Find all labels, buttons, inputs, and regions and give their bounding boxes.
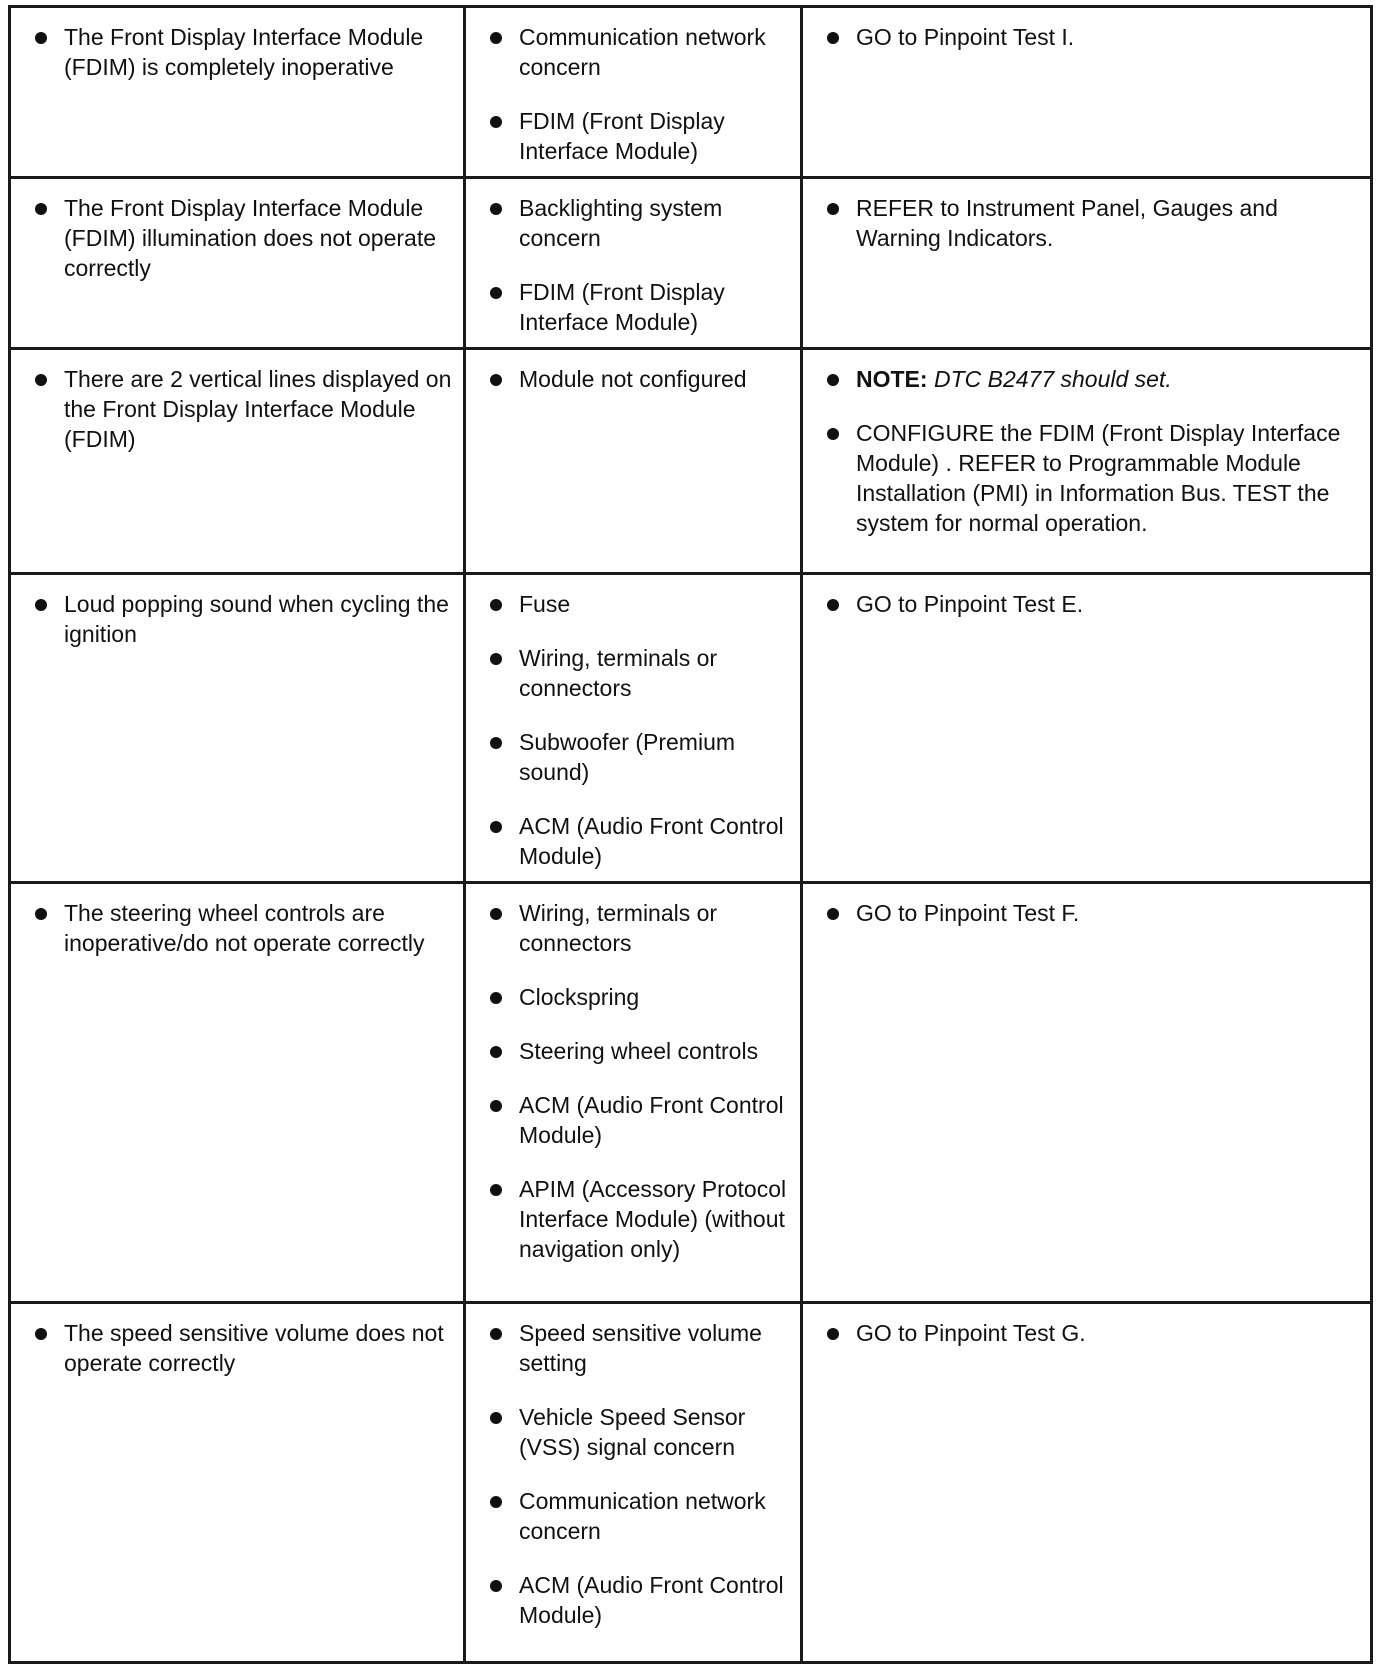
bullet-icon bbox=[490, 1046, 502, 1058]
action-text: GO to Pinpoint Test I. bbox=[856, 24, 1075, 50]
symptom-text: The Front Display Interface Module (FDIM) is completely inoperative bbox=[64, 24, 424, 80]
bullet-icon bbox=[827, 599, 839, 611]
cause-text: Module not configured bbox=[519, 366, 747, 392]
list-item bbox=[823, 22, 1362, 52]
bullet-icon bbox=[827, 908, 839, 920]
action-text: GO to Pinpoint Test G. bbox=[856, 1320, 1086, 1346]
cause-text: FDIM (Front Display Interface Module) bbox=[519, 108, 725, 164]
bullet-icon bbox=[490, 203, 502, 215]
cause-text: Backlighting system concern bbox=[519, 195, 723, 251]
bullet-icon bbox=[827, 374, 839, 386]
cause-text: FDIM (Front Display Interface Module) bbox=[519, 279, 725, 335]
symptom-text: The Front Display Interface Module (FDIM) illumination does not operate correctly bbox=[64, 195, 436, 281]
action-text: GO to Pinpoint Test E. bbox=[856, 591, 1084, 617]
bullet-icon bbox=[827, 1328, 839, 1340]
list-item bbox=[486, 193, 792, 253]
bullet-icon bbox=[490, 737, 502, 749]
action-text: REFER to Instrument Panel, Gauges and Warning Indicators. bbox=[856, 195, 1278, 251]
list-item bbox=[31, 898, 455, 958]
bullet-icon bbox=[490, 599, 502, 611]
bullet-icon bbox=[490, 653, 502, 665]
action-text: CONFIGURE the FDIM (Front Display Interface Module) . REFER to Programmable Module Installation (PMI) in Information Bus. TEST the system for normal operation. bbox=[856, 420, 1341, 536]
bullet-icon bbox=[490, 374, 502, 386]
symptom-cell bbox=[10, 1303, 465, 1663]
action-cell bbox=[802, 574, 1372, 883]
bullet-icon bbox=[35, 908, 47, 920]
symptom-text: The steering wheel controls are inoperative/do not operate correctly bbox=[64, 900, 425, 956]
list-item bbox=[486, 727, 792, 787]
bullet-icon bbox=[490, 1328, 502, 1340]
bullet-icon bbox=[490, 1412, 502, 1424]
bullet-icon bbox=[827, 428, 839, 440]
list-item bbox=[486, 277, 792, 337]
cause-text: Communication network concern bbox=[519, 1488, 766, 1544]
symptom-chart-table bbox=[8, 5, 1373, 1664]
list-item bbox=[823, 418, 1362, 538]
table-row bbox=[10, 574, 1372, 883]
note-item bbox=[823, 364, 1362, 394]
cause-text: Vehicle Speed Sensor (VSS) signal concern bbox=[519, 1404, 746, 1460]
cause-cell bbox=[465, 883, 802, 1303]
bullet-icon bbox=[35, 599, 47, 611]
bullet-icon bbox=[490, 32, 502, 44]
action-cell bbox=[802, 349, 1372, 574]
bullet-icon bbox=[490, 1100, 502, 1112]
action-cell bbox=[802, 883, 1372, 1303]
list-item bbox=[486, 1318, 792, 1378]
cause-text: ACM (Audio Front Control Module) bbox=[519, 1572, 784, 1628]
bullet-icon bbox=[490, 116, 502, 128]
list-item bbox=[486, 1570, 792, 1630]
bullet-icon bbox=[490, 1580, 502, 1592]
list-item bbox=[823, 898, 1362, 928]
cause-text: Wiring, terminals or connectors bbox=[519, 900, 718, 956]
list-item bbox=[486, 1402, 792, 1462]
cause-text: APIM (Accessory Protocol Interface Module) (without navigation only) bbox=[519, 1176, 787, 1262]
list-item bbox=[31, 589, 455, 649]
bullet-icon bbox=[35, 32, 47, 44]
table-row bbox=[10, 178, 1372, 349]
table-row bbox=[10, 883, 1372, 1303]
bullet-icon bbox=[490, 1496, 502, 1508]
cause-text: Subwoofer (Premium sound) bbox=[519, 729, 736, 785]
list-item bbox=[823, 589, 1362, 619]
list-item bbox=[31, 1318, 455, 1378]
bullet-icon bbox=[490, 1184, 502, 1196]
symptom-text: The speed sensitive volume does not operate correctly bbox=[64, 1320, 444, 1376]
bullet-icon bbox=[35, 203, 47, 215]
list-item bbox=[486, 22, 792, 82]
note-text: DTC B2477 should set. bbox=[933, 366, 1172, 392]
list-item bbox=[486, 898, 792, 958]
cause-cell bbox=[465, 574, 802, 883]
list-item bbox=[486, 982, 792, 1012]
table-row bbox=[10, 1303, 1372, 1663]
cause-text: Steering wheel controls bbox=[519, 1038, 759, 1064]
list-item bbox=[823, 1318, 1362, 1348]
list-item bbox=[486, 364, 792, 394]
action-cell bbox=[802, 1303, 1372, 1663]
bullet-icon bbox=[827, 203, 839, 215]
cause-text: ACM (Audio Front Control Module) bbox=[519, 1092, 784, 1148]
symptom-cell bbox=[10, 349, 465, 574]
list-item bbox=[486, 811, 792, 871]
cause-text: Fuse bbox=[519, 591, 571, 617]
list-item bbox=[486, 1036, 792, 1066]
list-item bbox=[486, 106, 792, 166]
cause-cell bbox=[465, 7, 802, 178]
bullet-icon bbox=[827, 32, 839, 44]
cause-text: Communication network concern bbox=[519, 24, 766, 80]
list-item bbox=[31, 364, 455, 454]
list-item bbox=[823, 193, 1362, 253]
cause-text: Speed sensitive volume setting bbox=[519, 1320, 762, 1376]
cause-cell bbox=[465, 178, 802, 349]
symptom-cell bbox=[10, 883, 465, 1303]
action-cell bbox=[802, 7, 1372, 178]
list-item bbox=[486, 1174, 792, 1264]
cause-cell bbox=[465, 1303, 802, 1663]
symptom-cell bbox=[10, 178, 465, 349]
table-row bbox=[10, 7, 1372, 178]
list-item bbox=[31, 193, 455, 283]
bullet-icon bbox=[35, 1328, 47, 1340]
action-cell bbox=[802, 178, 1372, 349]
list-item bbox=[31, 22, 455, 82]
bullet-icon bbox=[490, 992, 502, 1004]
list-item bbox=[486, 1090, 792, 1150]
symptom-text: There are 2 vertical lines displayed on the Front Display Interface Module (FDIM) bbox=[64, 366, 452, 452]
list-item bbox=[486, 589, 792, 619]
cause-text: Wiring, terminals or connectors bbox=[519, 645, 718, 701]
note-label: NOTE: bbox=[856, 366, 928, 392]
action-text: GO to Pinpoint Test F. bbox=[856, 900, 1080, 926]
bullet-icon bbox=[490, 287, 502, 299]
list-item bbox=[486, 1486, 792, 1546]
bullet-icon bbox=[490, 821, 502, 833]
cause-text: ACM (Audio Front Control Module) bbox=[519, 813, 784, 869]
symptom-cell bbox=[10, 574, 465, 883]
bullet-icon bbox=[490, 908, 502, 920]
list-item bbox=[486, 643, 792, 703]
cause-cell bbox=[465, 349, 802, 574]
bullet-icon bbox=[35, 374, 47, 386]
cause-text: Clockspring bbox=[519, 984, 640, 1010]
table-row bbox=[10, 349, 1372, 574]
symptom-text: Loud popping sound when cycling the ignition bbox=[64, 591, 449, 647]
symptom-cell bbox=[10, 7, 465, 178]
